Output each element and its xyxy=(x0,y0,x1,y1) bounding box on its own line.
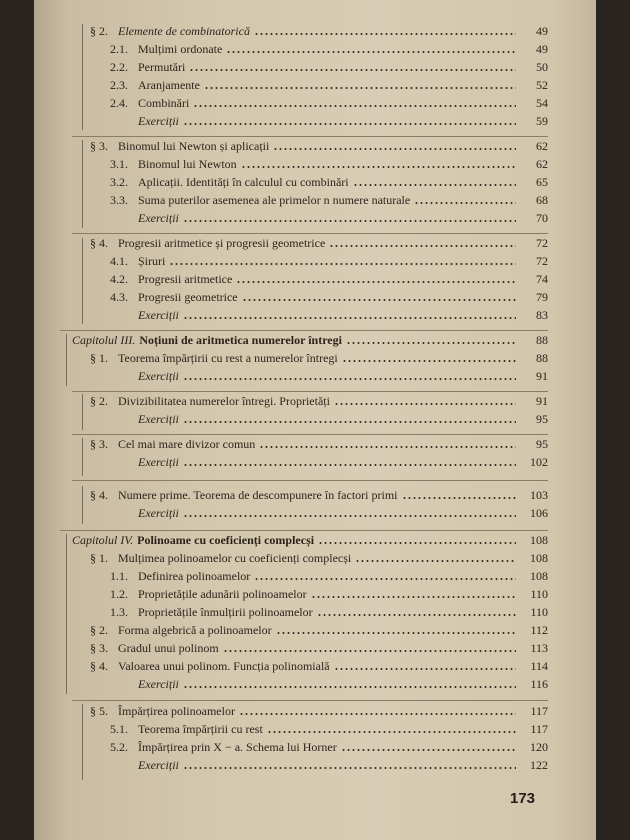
dot-leader xyxy=(204,87,516,89)
entry-title: Forma algebrică a polinoamelor xyxy=(118,623,272,637)
entry-title: Exerciții xyxy=(138,114,179,128)
entry-page-number: 79 xyxy=(536,290,548,304)
section-number: 3.1. xyxy=(110,157,128,171)
entry-title: Cel mai mare divizor comun xyxy=(118,437,256,451)
toc-row xyxy=(90,21,548,39)
entry-page-number: 112 xyxy=(530,623,548,637)
dot-leader xyxy=(242,299,516,301)
dot-leader xyxy=(183,378,516,380)
entry-title: Definirea polinoamelor xyxy=(138,569,251,583)
dot-leader xyxy=(329,245,516,247)
section-bracket-line xyxy=(82,486,83,524)
toc-row xyxy=(90,348,548,366)
section-number: 1.2. xyxy=(110,587,128,601)
entry-title: Șiruri xyxy=(138,254,166,268)
toc-row xyxy=(90,638,548,656)
entry-page-number: 108 xyxy=(530,551,548,565)
dot-leader xyxy=(183,220,516,222)
entry-page-number: 95 xyxy=(536,412,548,426)
toc-row xyxy=(110,154,548,172)
book-page xyxy=(34,0,596,840)
section-number: 3.3. xyxy=(110,193,128,207)
section-number: 4.1. xyxy=(110,254,128,268)
entry-page-number: 52 xyxy=(536,78,548,92)
entry-title: Progresii aritmetice xyxy=(138,272,233,286)
entry-title: Mulțimea polinoamelor cu coeficienți complecși xyxy=(118,551,352,565)
entry-title: Progresii geometrice xyxy=(138,290,238,304)
toc-row xyxy=(90,485,548,503)
dot-leader xyxy=(254,33,516,35)
entry-title: Permutări xyxy=(138,60,186,74)
entry-title: Divizibilitatea numerelor întregi. Proprietăți xyxy=(118,394,330,408)
section-number: 5.1. xyxy=(110,722,128,736)
toc-row xyxy=(90,136,548,154)
entry-page-number: 49 xyxy=(536,24,548,38)
entry-page-number: 91 xyxy=(536,369,548,383)
dot-leader xyxy=(346,342,516,344)
toc-exercises-row xyxy=(138,452,548,470)
entry-page-number: 65 xyxy=(536,175,548,189)
entry-title: Împărțirea polinoamelor xyxy=(118,704,235,718)
entry-title: Aplicații. Identități în calculul cu combinări xyxy=(138,175,349,189)
toc-exercises-row xyxy=(138,305,548,323)
dot-leader xyxy=(414,202,516,204)
dot-leader xyxy=(183,767,516,769)
entry-page-number: 102 xyxy=(530,455,548,469)
section-number: § 3. xyxy=(90,139,108,153)
entry-page-number: 103 xyxy=(530,488,548,502)
section-number: § 2. xyxy=(90,24,108,38)
dot-leader xyxy=(334,668,516,670)
entry-page-number: 110 xyxy=(530,605,548,619)
entry-title: Exerciții xyxy=(138,506,179,520)
entry-title: Noțiuni de aritmetica numerelor întregi xyxy=(139,333,342,347)
toc-row xyxy=(90,391,548,409)
section-number: § 5. xyxy=(90,704,108,718)
section-number: § 4. xyxy=(90,659,108,673)
toc-exercises-row xyxy=(138,674,548,692)
entry-title: Teorema împărțirii cu rest a numerelor întregi xyxy=(118,351,338,365)
toc-row xyxy=(110,269,548,287)
section-bracket-line xyxy=(82,704,83,780)
section-number: 4.2. xyxy=(110,272,128,286)
dot-leader xyxy=(183,686,516,688)
section-separator xyxy=(72,136,548,137)
section-bracket-line xyxy=(82,24,83,130)
entry-title: Elemente de combinatorică xyxy=(118,24,250,38)
entry-title: Exerciții xyxy=(138,758,179,772)
dot-leader xyxy=(355,560,516,562)
section-bracket-line xyxy=(82,438,83,476)
entry-page-number: 108 xyxy=(530,533,548,547)
toc-row xyxy=(110,602,548,620)
toc-row xyxy=(110,584,548,602)
entry-page-number: 88 xyxy=(536,333,548,347)
section-separator xyxy=(60,330,548,331)
entry-title: Aranjamente xyxy=(138,78,200,92)
toc-row xyxy=(110,737,548,755)
section-number: § 1. xyxy=(90,351,108,365)
section-number: 3.2. xyxy=(110,175,128,189)
section-number: 5.2. xyxy=(110,740,128,754)
entry-title: Exerciții xyxy=(138,308,179,322)
section-number: § 3. xyxy=(90,641,108,655)
table-of-contents xyxy=(34,0,596,840)
entry-page-number: 110 xyxy=(530,587,548,601)
page-number: 173 xyxy=(510,790,536,807)
entry-title: Valoarea unui polinom. Funcția polinomială xyxy=(118,659,330,673)
entry-page-number: 74 xyxy=(536,272,548,286)
entry-title: Exerciții xyxy=(138,455,179,469)
dot-leader xyxy=(259,446,516,448)
toc-exercises-row xyxy=(138,755,548,773)
section-number: § 2. xyxy=(90,394,108,408)
dot-leader xyxy=(341,749,516,751)
dot-leader xyxy=(276,632,516,634)
entry-page-number: 106 xyxy=(530,506,548,520)
toc-row xyxy=(90,656,548,674)
dot-leader xyxy=(183,123,516,125)
section-number: § 2. xyxy=(90,623,108,637)
entry-page-number: 108 xyxy=(530,569,548,583)
section-number: § 1. xyxy=(90,551,108,565)
dot-leader xyxy=(183,464,516,466)
entry-page-number: 114 xyxy=(530,659,548,673)
entry-page-number: 54 xyxy=(536,96,548,110)
section-bracket-line xyxy=(82,394,83,430)
dot-leader xyxy=(342,360,516,362)
dot-leader xyxy=(241,166,516,168)
section-number: 1.1. xyxy=(110,569,128,583)
dot-leader xyxy=(169,263,516,265)
section-bracket-line xyxy=(66,534,67,694)
entry-page-number: 70 xyxy=(536,211,548,225)
entry-page-number: 95 xyxy=(536,437,548,451)
entry-page-number: 72 xyxy=(536,254,548,268)
dot-leader xyxy=(223,650,516,652)
section-number: § 4. xyxy=(90,236,108,250)
entry-page-number: 72 xyxy=(536,236,548,250)
entry-title: Polinoame cu coeficienți complecși xyxy=(137,533,315,547)
section-separator xyxy=(72,391,548,392)
toc-row xyxy=(90,233,548,251)
section-bracket-line xyxy=(66,334,67,386)
dot-leader xyxy=(402,497,517,499)
entry-title: Exerciții xyxy=(138,412,179,426)
entry-page-number: 116 xyxy=(530,677,548,691)
toc-exercises-row xyxy=(138,366,548,384)
entry-page-number: 50 xyxy=(536,60,548,74)
entry-title: Exerciții xyxy=(138,369,179,383)
section-number: 1.3. xyxy=(110,605,128,619)
dot-leader xyxy=(183,421,516,423)
toc-exercises-row xyxy=(138,111,548,129)
dot-leader xyxy=(317,614,516,616)
entry-title: Gradul unui polinom xyxy=(118,641,219,655)
entry-page-number: 117 xyxy=(530,704,548,718)
entry-page-number: 117 xyxy=(530,722,548,736)
dot-leader xyxy=(183,515,516,517)
toc-row xyxy=(90,434,548,452)
dot-leader xyxy=(353,184,516,186)
section-number: 2.4. xyxy=(110,96,128,110)
toc-row xyxy=(110,75,548,93)
entry-title: Teorema împărțirii cu rest xyxy=(138,722,263,736)
toc-chapter-row xyxy=(72,330,548,348)
entry-title: Mulțimi ordonate xyxy=(138,42,223,56)
section-number: 4.3. xyxy=(110,290,128,304)
entry-page-number: 113 xyxy=(530,641,548,655)
dot-leader xyxy=(311,596,516,598)
entry-title: Progresii aritmetice și progresii geometrice xyxy=(118,236,326,250)
dot-leader xyxy=(193,105,516,107)
section-bracket-line xyxy=(82,238,83,324)
chapter-label: Capitolul III. xyxy=(72,333,136,347)
toc-row xyxy=(110,57,548,75)
section-separator xyxy=(72,480,548,481)
entry-page-number: 91 xyxy=(536,394,548,408)
entry-title: Proprietățile înmulțirii polinoamelor xyxy=(138,605,313,619)
toc-row xyxy=(110,190,548,208)
section-separator xyxy=(60,530,548,531)
entry-title: Exerciții xyxy=(138,677,179,691)
toc-row xyxy=(90,701,548,719)
toc-row xyxy=(110,287,548,305)
toc-row xyxy=(110,719,548,737)
toc-row xyxy=(110,172,548,190)
section-number: 2.3. xyxy=(110,78,128,92)
section-bracket-line xyxy=(82,140,83,228)
dot-leader xyxy=(226,51,516,53)
entry-title: Binomul lui Newton și aplicații xyxy=(118,139,270,153)
entry-title: Suma puterilor asemenea ale primelor n numere naturale xyxy=(138,193,411,207)
toc-row xyxy=(90,548,548,566)
entry-title: Combinări xyxy=(138,96,190,110)
entry-page-number: 120 xyxy=(530,740,548,754)
entry-page-number: 122 xyxy=(530,758,548,772)
entry-page-number: 62 xyxy=(536,139,548,153)
toc-row xyxy=(110,251,548,269)
toc-row xyxy=(90,620,548,638)
entry-title: Exerciții xyxy=(138,211,179,225)
toc-row xyxy=(110,566,548,584)
section-number: 2.2. xyxy=(110,60,128,74)
section-separator xyxy=(72,233,548,234)
dot-leader xyxy=(318,542,516,544)
toc-exercises-row xyxy=(138,208,548,226)
entry-title: Numere prime. Teorema de descompunere în factori primi xyxy=(118,488,398,502)
section-separator xyxy=(72,700,548,701)
dot-leader xyxy=(239,713,516,715)
entry-title: Proprietățile adunării polinoamelor xyxy=(138,587,307,601)
entry-page-number: 49 xyxy=(536,42,548,56)
entry-page-number: 59 xyxy=(536,114,548,128)
toc-row xyxy=(110,39,548,57)
dot-leader xyxy=(334,403,516,405)
entry-page-number: 68 xyxy=(536,193,548,207)
toc-chapter-row xyxy=(72,530,548,548)
dot-leader xyxy=(254,578,516,580)
section-separator xyxy=(72,434,548,435)
toc-row xyxy=(110,93,548,111)
entry-page-number: 83 xyxy=(536,308,548,322)
dot-leader xyxy=(273,148,516,150)
dot-leader xyxy=(236,281,516,283)
entry-page-number: 62 xyxy=(536,157,548,171)
chapter-label: Capitolul IV. xyxy=(72,533,134,547)
entry-title: Binomul lui Newton xyxy=(138,157,237,171)
toc-exercises-row xyxy=(138,503,548,521)
section-number: 2.1. xyxy=(110,42,128,56)
dot-leader xyxy=(183,317,516,319)
entry-title: Împărțirea prin X − a. Schema lui Horner xyxy=(138,740,337,754)
section-number: § 3. xyxy=(90,437,108,451)
dot-leader xyxy=(267,731,516,733)
dot-leader xyxy=(189,69,516,71)
entry-page-number: 88 xyxy=(536,351,548,365)
section-number: § 4. xyxy=(90,488,108,502)
toc-exercises-row xyxy=(138,409,548,427)
